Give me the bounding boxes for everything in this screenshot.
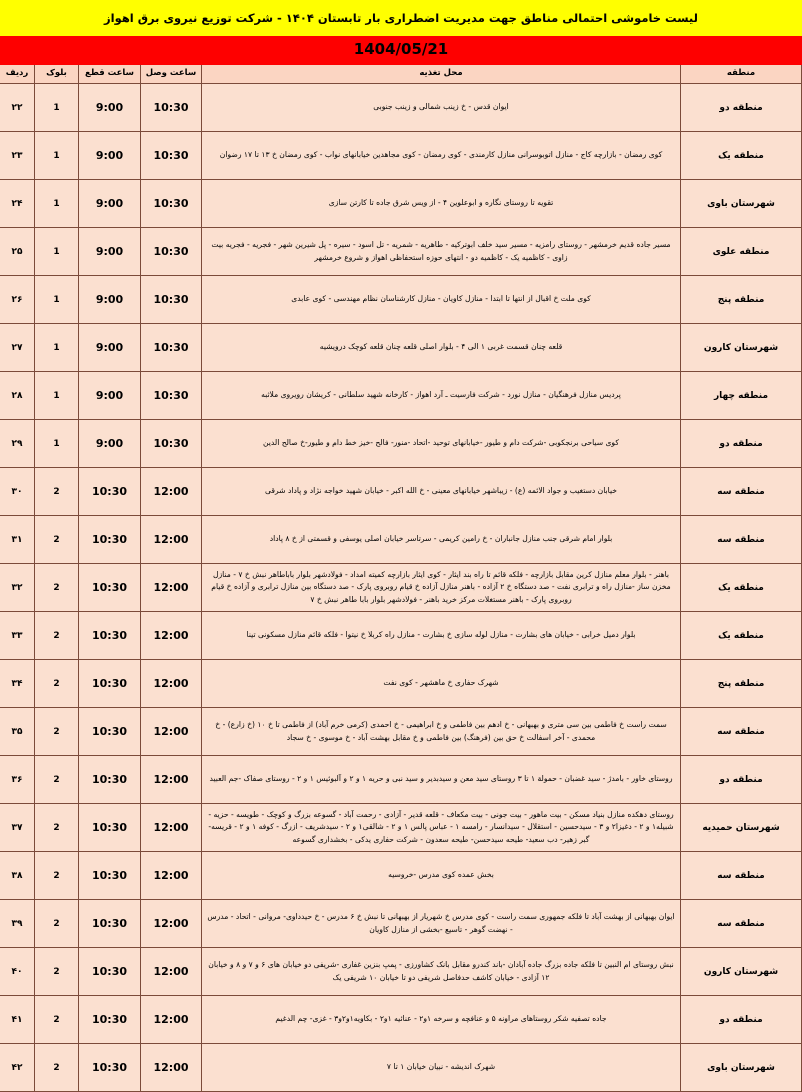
table-row — [0, 1044, 802, 1092]
column-header-time-on: ساعت وصل — [141, 64, 202, 84]
cell-time-off: 10:30 — [79, 612, 141, 660]
cell-time-on: 10:30 — [141, 132, 202, 180]
cell-place: کوی رمضان - بازارچه کاج - منازل اتوبوسرانی منازل کارمندی - کوی رمضان - کوی مجاهدین خیابانهای نواب - کوی رمضان خ ۱۳ تا ۱۷ رضوان — [202, 132, 681, 180]
cell-time-on: 12:00 — [141, 996, 202, 1044]
cell-radif: ۳۱ — [0, 516, 35, 564]
cell-place: باهنر - بلوار معلم منازل کرین مقابل بازارچه - فلکه قائم تا راه بند ایثار - کوی ایثار بازارچه کمیته امداد - فولادشهر بلوار باباطاهر نبش خ ۷ - منازل مخزن ساز -منازل راه و ترابری نفت - صد دستگاه خ ۲ آزاده - باهنر منازل آزاده خ قیام روبروی پارک - صد دستگاه بین منازل ترابری و آزاده خ قیام روبروی پارک - باهنر مستغلات مرکز خرید باهنر - فولادشهر بلوار بابا طاهر نبش خ ۷ — [202, 564, 681, 612]
cell-time-on: 12:00 — [141, 468, 202, 516]
cell-region: منطقه یک — [681, 564, 802, 612]
table-row — [0, 948, 802, 996]
cell-block: 2 — [35, 708, 79, 756]
cell-radif: ۳۰ — [0, 468, 35, 516]
cell-block: 2 — [35, 900, 79, 948]
cell-place: بخش عمده کوی مدرس -خروسیه — [202, 852, 681, 900]
cell-time-on: 12:00 — [141, 516, 202, 564]
table-row — [0, 516, 802, 564]
cell-region: منطقه سه — [681, 900, 802, 948]
cell-time-off: 10:30 — [79, 900, 141, 948]
cell-radif: ۳۲ — [0, 564, 35, 612]
cell-radif: ۴۲ — [0, 1044, 35, 1092]
cell-time-on: 12:00 — [141, 804, 202, 852]
cell-region: منطقه سه — [681, 468, 802, 516]
cell-region: منطقه دو — [681, 84, 802, 132]
table-row — [0, 468, 802, 516]
cell-region: منطقه یک — [681, 132, 802, 180]
cell-time-on: 12:00 — [141, 900, 202, 948]
cell-block: 1 — [35, 276, 79, 324]
cell-time-on: 12:00 — [141, 852, 202, 900]
table-row — [0, 420, 802, 468]
cell-place: مسیر جاده قدیم خرمشهر - روستای رامزیه - مسیر سید خلف ابوترکیه - طاهریه - شمریه - تل اسود - سیره - پل شیرین شهر - فجریه - فجریه بیت زاوی - کاظمیه یک - کاظمیه دو - انتهای حوزه استحفاظی اهواز و شروع خرمشهر — [202, 228, 681, 276]
cell-place: بلوار امام شرقی جنب منازل جانباران - خ رامین کریمی - سرتاسر خیابان اصلی یوسفی و قسمتی از خ ۸ پاداد — [202, 516, 681, 564]
table-row — [0, 804, 802, 852]
cell-block: 1 — [35, 420, 79, 468]
cell-block: 1 — [35, 228, 79, 276]
table-row — [0, 756, 802, 804]
cell-time-off: 10:30 — [79, 996, 141, 1044]
cell-block: 1 — [35, 180, 79, 228]
cell-radif: ۴۱ — [0, 996, 35, 1044]
cell-time-off: 10:30 — [79, 756, 141, 804]
table-row — [0, 564, 802, 612]
cell-radif: ۳۴ — [0, 660, 35, 708]
cell-place: خیابان دستغیب و جواد الائمه (ع) - زیباشهر خیابانهای معینی - خ الله اکبر - خیابان شهید خواجه نژاد و پاداد شرقی — [202, 468, 681, 516]
cell-region: شهرستان باوی — [681, 180, 802, 228]
table-row — [0, 84, 802, 132]
cell-region: منطقه پنج — [681, 660, 802, 708]
cell-time-off: 9:00 — [79, 132, 141, 180]
cell-time-on: 10:30 — [141, 84, 202, 132]
table-row — [0, 180, 802, 228]
cell-place: شهرک اندیشه - نبیان خیابان ۱ تا ۷ — [202, 1044, 681, 1092]
cell-time-off: 10:30 — [79, 804, 141, 852]
cell-place: قلعه چنان قسمت غربی ۱ الی ۴ - بلوار اصلی قلعه چنان قلعه کوچک درویشیه — [202, 324, 681, 372]
cell-time-on: 10:30 — [141, 324, 202, 372]
table-row — [0, 228, 802, 276]
cell-time-on: 12:00 — [141, 564, 202, 612]
cell-time-off: 9:00 — [79, 84, 141, 132]
cell-time-off: 10:30 — [79, 852, 141, 900]
cell-time-off: 9:00 — [79, 228, 141, 276]
cell-region: منطقه پنج — [681, 276, 802, 324]
cell-radif: ۳۸ — [0, 852, 35, 900]
cell-place: بلوار دمیل خرابی - خیابان های بشارت - منازل لوله سازی خ بشارت - منازل راه کربلا خ نیتوا - فلکه قائم منازل مسکونی تینا — [202, 612, 681, 660]
column-header-block: بلوک — [35, 64, 79, 84]
cell-time-on: 12:00 — [141, 756, 202, 804]
cell-radif: ۲۷ — [0, 324, 35, 372]
cell-place: شهرک حفاری خ ماهشهر - کوی نفت — [202, 660, 681, 708]
column-header-time-off: ساعت قطع — [79, 64, 141, 84]
schedule-date: 1404/05/21 — [353, 40, 449, 58]
cell-block: 2 — [35, 468, 79, 516]
cell-radif: ۳۵ — [0, 708, 35, 756]
cell-time-off: 10:30 — [79, 468, 141, 516]
cell-radif: ۲۴ — [0, 180, 35, 228]
cell-block: 2 — [35, 516, 79, 564]
cell-block: 1 — [35, 132, 79, 180]
cell-time-off: 10:30 — [79, 1044, 141, 1092]
cell-time-on: 10:30 — [141, 228, 202, 276]
cell-place: ایوان بهبهانی از بهشت آباد تا فلکه جمهوری سمت راست - کوی مدرس خ شهریار از بهبهانی تا نبش خ ۶ مدرس - خ حیدداوی- مروانی - اتحاد - مدرس - نهضت گوهر - تاسیع -بخشی از منازل کاویان — [202, 900, 681, 948]
cell-place: روستای خاور - بامدژ - سید غضبان - حمولة ۱ تا ۳ روستای سید معن و سیدبدیر و سید نبی و حریه ۱ و ۲ و آلبوئیس ۱ و ۲ - روستای صفاک -جم العبید — [202, 756, 681, 804]
cell-block: 2 — [35, 804, 79, 852]
table-row — [0, 324, 802, 372]
cell-region: منطقه دو — [681, 420, 802, 468]
cell-radif: ۲۸ — [0, 372, 35, 420]
cell-time-off: 10:30 — [79, 708, 141, 756]
cell-time-off: 9:00 — [79, 180, 141, 228]
cell-time-off: 9:00 — [79, 420, 141, 468]
title-banner — [0, 0, 802, 36]
cell-block: 1 — [35, 324, 79, 372]
cell-region: شهرستان کارون — [681, 324, 802, 372]
cell-place: ایوان قدس - خ زینب شمالی و زینب جنوبی — [202, 84, 681, 132]
cell-block: 2 — [35, 996, 79, 1044]
cell-place: جاده تصفیه شکر روستاهای مراونه ۵ و عنافچه و سرخه ۱و۲ - عنائیه ۱و۲ - بکاویه۱و۲و۳ - غزی- چم الدغیم — [202, 996, 681, 1044]
cell-time-off: 10:30 — [79, 564, 141, 612]
cell-region: منطقه سه — [681, 852, 802, 900]
table-row — [0, 708, 802, 756]
cell-time-off: 9:00 — [79, 372, 141, 420]
cell-time-on: 12:00 — [141, 1044, 202, 1092]
cell-place: روستای دهکده منازل بنیاد مسکن - بیت ماهور - بیت جونی - بیت مکعاف - قلعه قدیر - آزادی - رحمت آباد - گسوعه بزرگ و کوچک - طویسه - حزیه - شبیله۱ و ۲ - دغیزا۲ و ۳ - سیدحسین - استقلال - سیدانسار - رامسه ۱ - عباس پالس ۱ و ۲ - شالقی۱ و ۲ - سیدشریف - ازرگ - کوفه ۱ و ۲ - قریسه- گبر زهیر- دب سعید- طیحه سیدحسن- طیحه سعدون - شرکت حفاری یدکی - بخشداری گسوعه — [202, 804, 681, 852]
cell-time-on: 12:00 — [141, 948, 202, 996]
table-row — [0, 900, 802, 948]
date-banner — [0, 36, 802, 62]
cell-radif: ۳۹ — [0, 900, 35, 948]
table-row — [0, 852, 802, 900]
cell-block: 2 — [35, 612, 79, 660]
column-header-region: منطقه — [681, 64, 802, 84]
table-row — [0, 276, 802, 324]
cell-block: 1 — [35, 372, 79, 420]
cell-radif: ۳۷ — [0, 804, 35, 852]
cell-time-on: 10:30 — [141, 276, 202, 324]
cell-time-off: 10:30 — [79, 948, 141, 996]
cell-radif: ۳۳ — [0, 612, 35, 660]
cell-time-on: 12:00 — [141, 708, 202, 756]
cell-time-off: 9:00 — [79, 324, 141, 372]
column-header-radif: ردیف — [0, 64, 35, 84]
cell-time-off: 10:30 — [79, 516, 141, 564]
cell-region: شهرستان حمیدیه — [681, 804, 802, 852]
cell-place: کوی ملت خ اقبال از انتها تا ابتدا - منازل کاویان - منازل کارشناسان نظام مهندسی - کوی عابدی — [202, 276, 681, 324]
cell-place: نبش روستای ام النبین تا فلکه جاده بزرگ جاده آبادان -باند کندرو مقابل بانک کشاورزی - پمپ بنزین غفاری -شریفی دو خیابان های ۶ و ۷ و ۸ و خیابان ۱۲ آزادی - خیابان کاشف حدفاصل شریفی دو تا خیابان ۱۰ شریفی یک — [202, 948, 681, 996]
cell-region: منطقه سه — [681, 708, 802, 756]
cell-region: منطقه سه — [681, 516, 802, 564]
cell-place: سمت راست خ فاطمی بین سی متری و بهبهانی - خ ادهم بین فاطمی و خ ابراهیمی - خ احمدی (کرمی خرم آباد) از فاطمی تا خ ۱۰ (خ زارع) - خ محمدی - آخر اسفالت خ حق بین (فرهنگ) بین فاطمی و خ مقابل بهشت آباد - خ موسوی - خ سجاد — [202, 708, 681, 756]
cell-region: منطقه دو — [681, 756, 802, 804]
cell-region: شهرستان باوی — [681, 1044, 802, 1092]
page-title: لیست خاموشی احتمالی مناطق جهت مدیریت اضطراری بار تابستان ۱۴۰۴ - شرکت توزیع نیروی برق اهواز — [104, 10, 698, 25]
cell-region: منطقه علوی — [681, 228, 802, 276]
cell-block: 2 — [35, 1044, 79, 1092]
cell-radif: ۲۹ — [0, 420, 35, 468]
cell-place: تقویه تا روستای نگاره و ابوعلوین ۴ - از ویس شرق جاده تا کارتن سازی — [202, 180, 681, 228]
cell-radif: ۲۵ — [0, 228, 35, 276]
cell-block: 1 — [35, 84, 79, 132]
cell-radif: ۳۶ — [0, 756, 35, 804]
cell-region: منطقه یک — [681, 612, 802, 660]
table-row — [0, 132, 802, 180]
cell-time-on: 12:00 — [141, 612, 202, 660]
table-row — [0, 996, 802, 1044]
cell-radif: ۲۳ — [0, 132, 35, 180]
column-header-place: محل تغذیه — [202, 64, 681, 84]
outage-table — [0, 62, 802, 1092]
cell-radif: ۴۰ — [0, 948, 35, 996]
table-row — [0, 372, 802, 420]
cell-time-off: 10:30 — [79, 660, 141, 708]
table-header-row — [0, 64, 802, 84]
cell-block: 2 — [35, 948, 79, 996]
cell-radif: ۲۶ — [0, 276, 35, 324]
cell-region: منطقه چهار — [681, 372, 802, 420]
cell-place: کوی سیاحی برنجکوبی -شرکت دام و طیور -خیابانهای توحید -اتحاد -منور- فالح -خیز خط دام و طیور-خ صالح الدین — [202, 420, 681, 468]
cell-time-on: 12:00 — [141, 660, 202, 708]
cell-time-off: 9:00 — [79, 276, 141, 324]
cell-time-on: 10:30 — [141, 420, 202, 468]
cell-block: 2 — [35, 564, 79, 612]
table-row — [0, 612, 802, 660]
cell-block: 2 — [35, 756, 79, 804]
table-body — [0, 84, 802, 1092]
cell-place: پردیس منازل فرهنگیان - منازل نورد - شرکت فارسیت ـ آرد اهواز - کارخانه شهید سلطانی - کریشان رویروی ملاثبه — [202, 372, 681, 420]
cell-block: 2 — [35, 852, 79, 900]
cell-region: شهرستان کارون — [681, 948, 802, 996]
table-row — [0, 660, 802, 708]
table-header — [0, 64, 802, 84]
cell-time-on: 10:30 — [141, 180, 202, 228]
cell-block: 2 — [35, 660, 79, 708]
cell-region: منطقه دو — [681, 996, 802, 1044]
cell-time-on: 10:30 — [141, 372, 202, 420]
cell-radif: ۲۲ — [0, 84, 35, 132]
